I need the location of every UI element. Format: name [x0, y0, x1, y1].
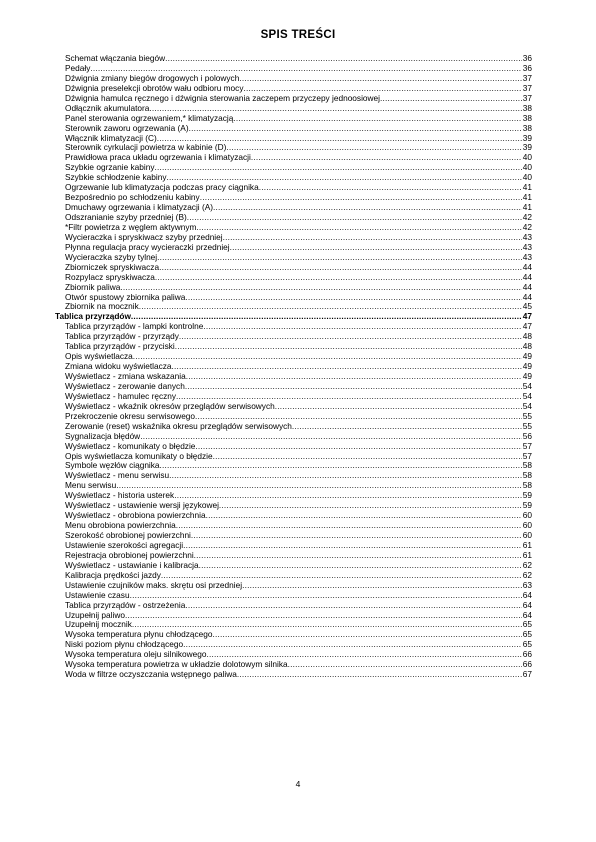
- dot-leader: [187, 213, 522, 223]
- toc-entry-title: Woda w filtrze oczyszczania wstępnego paliwa: [65, 669, 237, 680]
- toc-entry-page: 60: [522, 530, 532, 540]
- dot-leader: [175, 342, 522, 352]
- toc-entry-page: 58: [522, 460, 532, 471]
- toc-entry-page: 67: [522, 669, 532, 680]
- toc-entry[interactable]: [55, 124, 532, 134]
- dot-leader: [116, 481, 522, 491]
- toc-entry-title: Dźwignia zmiany biegów drogowych i polowych: [65, 72, 240, 83]
- toc-entry-title: Ustawienie szerokości agregacji: [65, 539, 184, 550]
- toc-entry-title: Dmuchawy ogrzewania i klimatyzacji (A): [65, 202, 214, 213]
- toc-entry-page: 65: [522, 619, 532, 630]
- dot-leader: [185, 601, 521, 611]
- toc-entry-title: Niski poziom płynu chłodzącego: [65, 639, 184, 650]
- toc-entry[interactable]: [55, 442, 532, 452]
- toc-entry-title: Bezpośrednio po schłodzeniu kabiny: [65, 192, 200, 203]
- toc-entry-page: 38: [522, 102, 532, 113]
- dot-leader: [186, 372, 522, 382]
- toc-entry-title: Płynna regulacja pracy wycieraczki przedniej: [65, 241, 230, 252]
- toc-entry[interactable]: [55, 670, 532, 680]
- toc-entry-title: Wyświetlacz - zerowanie danych: [65, 380, 185, 391]
- toc-entry[interactable]: [55, 54, 532, 64]
- toc-entry-page: 40: [522, 152, 532, 163]
- toc-entry-title: Menu serwisu: [65, 480, 117, 491]
- toc-entry-title: Wysoka temperatura płynu chłodzącego: [65, 629, 213, 640]
- toc-entry-title: Sygnalizacja błędów: [65, 430, 141, 441]
- toc-entry-page: 41: [522, 202, 532, 213]
- toc-entry-title: Wyświetlacz - komunikaty o błędzie: [65, 440, 196, 451]
- dot-leader: [179, 332, 522, 342]
- toc-entry-title: Dźwignia preselekcji obrotów wału odbioru mocy: [65, 82, 244, 93]
- toc-entry-page: 59: [522, 500, 532, 511]
- toc-entry-page: 48: [522, 341, 532, 352]
- toc-entry-title: Tablica przyrządów - przyciski: [65, 341, 175, 352]
- toc-entry-page: 55: [522, 410, 532, 421]
- toc-entry[interactable]: [55, 601, 532, 611]
- toc-entry-page: 64: [522, 589, 532, 600]
- dot-leader: [172, 362, 522, 372]
- toc-entry-page: 49: [522, 371, 532, 381]
- toc-entry-title: Wycieraczka i spryskiwacz szyby przedniej: [65, 231, 223, 242]
- toc-entry-page: 66: [522, 659, 532, 670]
- dot-leader: [380, 94, 522, 104]
- toc-entry-page: 54: [522, 400, 532, 411]
- toc-entry-title: Symbole węzłów ciągnika: [65, 460, 160, 471]
- dot-leader: [154, 163, 521, 173]
- toc-entry-page: 41: [522, 182, 532, 193]
- toc-entry-title: Wyświetlacz - menu serwisu: [65, 470, 170, 481]
- dot-leader: [169, 471, 522, 481]
- toc-entry-title: Szybkie schłodzenie kabiny: [65, 172, 167, 183]
- dot-leader: [288, 660, 522, 670]
- toc-entry-title: Wyświetlacz - ustawienie wersji językowej: [65, 500, 219, 511]
- dot-leader: [237, 670, 522, 680]
- toc-entry-page: 66: [522, 649, 532, 660]
- toc-entry-page: 65: [522, 639, 532, 650]
- dot-leader: [125, 611, 522, 621]
- toc-entry-title: Rozpylacz spryskiwacza: [65, 271, 155, 282]
- toc-entry-title: Odszranianie szyby przedniej (B): [65, 212, 187, 222]
- dot-leader: [259, 183, 522, 193]
- toc-entry-title: Opis wyświetlacza: [65, 351, 133, 362]
- toc-entry-page: 36: [522, 53, 532, 63]
- toc-entry-page: 47: [522, 311, 532, 322]
- toc-entry-title: Tablica przyrządów: [55, 311, 131, 322]
- dot-leader: [130, 591, 522, 601]
- dot-leader: [251, 153, 522, 163]
- dot-leader: [191, 531, 522, 541]
- toc-entry-page: 38: [522, 122, 532, 133]
- dot-leader: [196, 223, 521, 233]
- dot-leader: [165, 54, 522, 64]
- toc-entry-page: 39: [522, 132, 532, 143]
- toc-entry-title: Wycieraczka szyby tylnej: [65, 251, 158, 262]
- toc-entry-title: Sterownik cyrkulacji powietrza w kabinie (D): [65, 142, 227, 153]
- toc-entry-title: Odłącznik akumulatora: [65, 102, 150, 113]
- dot-leader: [223, 233, 522, 243]
- toc-entry-title: Rejestracja obrobionej powierzchni: [65, 549, 194, 560]
- toc-entry-title: Tablica przyrządów - przyrządy: [65, 331, 179, 342]
- toc-entry-page: 57: [522, 450, 532, 461]
- toc-entry-page: 64: [522, 599, 532, 610]
- toc-entry[interactable]: [55, 283, 532, 293]
- toc-entry-title: Wyświetlacz - wkaźnik okresów przeglądów serwisowych: [65, 400, 275, 411]
- toc-entry-page: 59: [522, 490, 532, 501]
- dot-leader: [174, 491, 522, 501]
- toc-entry-title: Zerowanie (reset) wskaźnika okresu przeglądów serwisowych: [65, 420, 292, 431]
- toc-entry-title: Kalibracja prędkości jazdy: [65, 569, 161, 580]
- dot-leader: [213, 203, 522, 213]
- toc-entry-page: 48: [522, 331, 532, 342]
- dot-leader: [183, 640, 522, 650]
- toc-entry-title: Wysoka temperatura powietrza w układzie dolotowym silnika: [65, 659, 288, 670]
- toc-entry-page: 43: [522, 231, 532, 242]
- dot-leader: [139, 302, 522, 312]
- page-title: SPIS TREŚCI: [260, 29, 336, 41]
- toc-entry-page: 61: [522, 549, 532, 560]
- toc-entry-page: 37: [522, 72, 532, 83]
- toc-entry-page: 42: [522, 212, 532, 222]
- toc-entry-title: Tablica przyrządów - lampki kontrolne: [65, 321, 204, 332]
- toc-entry-title: Ustawienie czujników maks. skrętu osi przedniej: [65, 579, 243, 590]
- toc-entry-title: Wyświetlacz - hamulec ręczny: [65, 390, 177, 401]
- dot-leader: [155, 273, 522, 283]
- toc-entry-title: Uzupełnij paliwo: [65, 609, 125, 620]
- dot-leader: [157, 253, 522, 263]
- dot-leader: [200, 193, 522, 203]
- toc-entry-title: Schemat włączania biegów: [65, 53, 166, 63]
- toc-entry-page: 43: [522, 251, 532, 262]
- dot-leader: [292, 422, 522, 432]
- dot-leader: [242, 581, 522, 591]
- toc-entry-title: Wyświetlacz - historia usterek: [65, 490, 175, 501]
- toc-entry-page: 54: [522, 390, 532, 401]
- toc-entry-page: 40: [522, 162, 532, 173]
- toc-entry-title: Zbiornik na mocznik: [65, 301, 139, 312]
- toc-entry-title: *Filtr powietrza z węglem aktywnym: [65, 221, 197, 232]
- toc-entry-page: 40: [522, 172, 532, 183]
- toc-entry-title: Wyświetlacz - zmiana wskazania: [65, 371, 186, 381]
- toc-entry-page: 43: [522, 241, 532, 252]
- toc-entry-title: Menu obrobiona powierzchnia: [65, 520, 176, 531]
- dot-leader: [213, 630, 522, 640]
- dot-leader: [199, 561, 522, 571]
- toc-entry-title: Wyświetlacz - ustawianie i kalibracja: [65, 559, 199, 570]
- dot-leader: [203, 322, 521, 332]
- toc-entry-title: Pedały: [65, 62, 91, 73]
- dot-leader: [140, 432, 522, 442]
- dot-leader: [275, 402, 522, 412]
- toc-entry-page: 44: [522, 281, 532, 292]
- dot-leader: [185, 382, 522, 392]
- toc-entry-page: 42: [522, 221, 532, 232]
- toc-entry-page: 38: [522, 112, 532, 123]
- table-of-contents: [55, 54, 532, 680]
- toc-entry-title: Zbiornik paliwa: [65, 281, 121, 292]
- toc-entry-page: 37: [522, 92, 532, 103]
- toc-entry-page: 65: [522, 629, 532, 640]
- toc-entry-page: 37: [522, 82, 532, 93]
- toc-entry-title: Sterownik zaworu ogrzewania (A): [65, 122, 189, 133]
- toc-entry-page: 60: [522, 520, 532, 531]
- page-number: 4: [295, 779, 301, 789]
- toc-entry-title: Tablica przyrządów - ostrzeżenia: [65, 599, 186, 610]
- toc-entry-page: 44: [522, 261, 532, 272]
- toc-entry-page: 47: [522, 321, 532, 332]
- toc-entry-page: 41: [522, 192, 532, 203]
- toc-entry-title: Panel sterowania ogrzewaniem,* klimatyzacją: [65, 112, 234, 123]
- toc-entry-page: 58: [522, 480, 532, 491]
- toc-entry-page: 55: [522, 420, 532, 431]
- toc-entry-page: 62: [522, 569, 532, 580]
- dot-leader: [213, 452, 522, 462]
- dot-leader: [230, 243, 522, 253]
- toc-entry-title: Zbiorniczek spryskiwacza: [65, 261, 160, 272]
- dot-leader: [160, 461, 522, 471]
- toc-entry-page: 45: [522, 301, 532, 312]
- dot-leader: [185, 293, 521, 303]
- dot-leader: [133, 352, 522, 362]
- toc-entry-page: 44: [522, 291, 532, 302]
- toc-entry-page: 39: [522, 142, 532, 153]
- toc-entry-title: Ogrzewanie lub klimatyzacja podczas pracy ciągnika: [65, 182, 259, 193]
- toc-entry[interactable]: [55, 471, 532, 481]
- toc-entry-page: 63: [522, 579, 532, 590]
- toc-entry-title: Wysoka temperatura oleju silnikowego: [65, 649, 207, 660]
- toc-entry-page: 54: [522, 380, 532, 391]
- toc-entry-page: 36: [522, 62, 532, 73]
- toc-entry-title: Szerokość obrobionej powierzchni: [65, 530, 191, 540]
- dot-leader: [183, 541, 522, 551]
- dot-leader: [233, 114, 521, 124]
- dot-leader: [219, 501, 522, 511]
- toc-entry-title: Dźwignia hamulca ręcznego i dźwignia sterowania zaczepem przyczepy jednoosiowej: [65, 92, 380, 103]
- toc-entry-title: Otwór spustowy zbiornika paliwa: [65, 291, 186, 302]
- toc-entry-title: Zmiana widoku wyświetlacza: [65, 361, 172, 372]
- toc-entry-page: 56: [522, 430, 532, 441]
- dot-leader: [176, 521, 522, 531]
- toc-entry-page: 49: [522, 351, 532, 362]
- dot-leader: [189, 124, 522, 134]
- toc-entry-page: 58: [522, 470, 532, 481]
- toc-entry-title: Włącznik klimatyzacji (C): [65, 132, 157, 143]
- toc-entry-page: 64: [522, 609, 532, 620]
- toc-entry-title: Przekroczenie okresu serwisowego: [65, 410, 196, 421]
- toc-entry-page: 60: [522, 510, 532, 521]
- toc-entry-page: 44: [522, 271, 532, 282]
- dot-leader: [194, 551, 522, 561]
- toc-entry-page: 62: [522, 559, 532, 570]
- dot-leader: [159, 263, 522, 273]
- toc-entry-title: Opis wyświetlacza komunikaty o błędzie: [65, 450, 213, 461]
- toc-entry-page: 49: [522, 361, 532, 372]
- toc-entry-title: Ustawienie czasu: [65, 589, 130, 600]
- toc-entry-page: 57: [522, 440, 532, 451]
- toc-entry-title: Wyświetlacz - obrobiona powierzchnia: [65, 510, 206, 521]
- dot-leader: [195, 442, 521, 452]
- dot-leader: [206, 511, 522, 521]
- toc-entry-title: Uzupełnij mocznik: [65, 619, 132, 630]
- toc-entry-title: Prawidłowa praca układu ogrzewania i klimatyzacji: [65, 152, 251, 163]
- toc-entry-page: 61: [522, 539, 532, 550]
- toc-entry-title: Szybkie ogrzanie kabiny: [65, 162, 155, 173]
- toc-entry[interactable]: [55, 273, 532, 283]
- dot-leader: [239, 74, 521, 84]
- dot-leader: [226, 143, 521, 153]
